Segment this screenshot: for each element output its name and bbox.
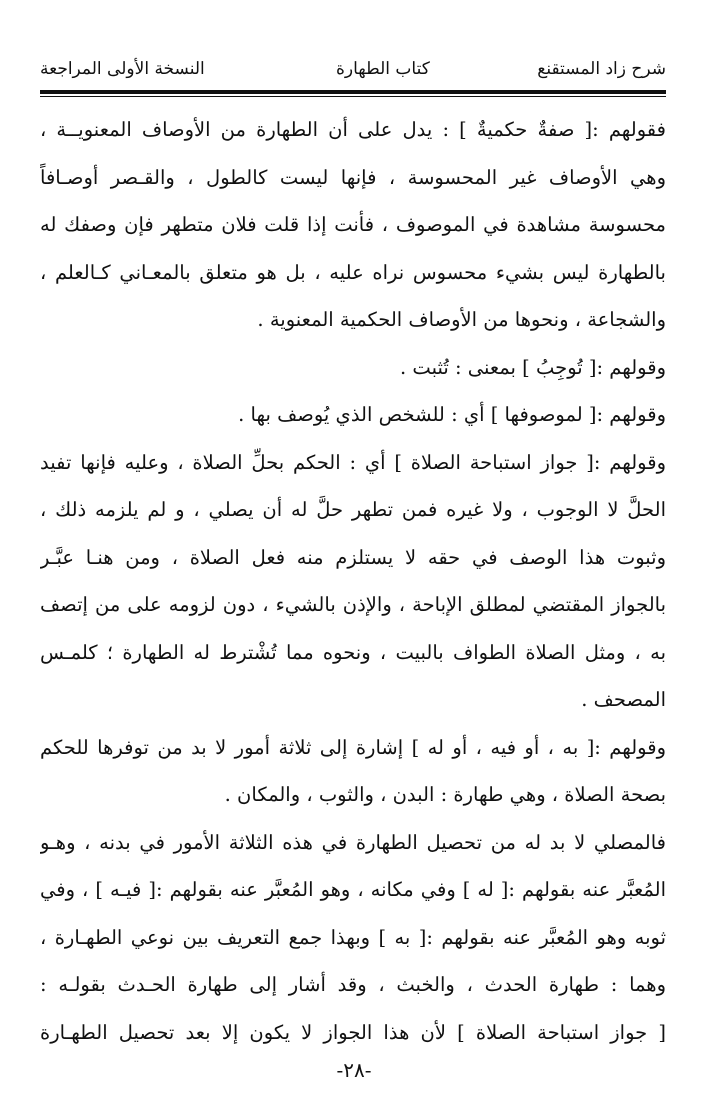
text-line: [ جواز استباحة الصلاة ] لأن هذا الجواز لا يكون إلا بعد تحصيل الطهـارة [40,1020,666,1044]
text-line: ثوبه وهو المُعبَّر عنه بقولهم :[ به ] وبهذا جمع التعريف بين نوعي الطهـارة ، [40,925,666,949]
text-line: الحلَّ لا الوجوب ، ولا غيره فمن تطهر حلَّ له أن يصلي ، و لم يلزمه ذلك ، [40,498,666,521]
header-book-title: شرح زاد المستقنع [537,59,666,79]
body-text [40,106,666,1056]
text-line: فقولهم :[ صفةٌ حكميةٌ ] : يدل على أن الطهارة من الأوصاف المعنويــة ، [40,118,666,141]
text-line: وثبوت هذا الوصف في حقه لا يستلزم منه فعل الصلاة ، ومن هنـا عبَّـر [40,545,666,569]
header-rule-thick [40,90,666,94]
text-line: وهي الأوصاف غير المحسوسة ، فإنها ليست كالطول ، والقـصر أوصـافاً [40,165,666,189]
header-rule-thin [40,96,666,97]
header-edition: النسخة الأولى المراجعة [40,59,205,79]
text-line: وهما : طهارة الحدث ، والخبث ، وقد أشار إلى طهارة الحـدث بقولـه : [40,973,666,996]
text-line: وقولهم :[ تُوجِبُ ] بمعنى : تُثبت . [400,355,666,379]
text-line: بصحة الصلاة ، وهي طهارة : البدن ، والثوب ، والمكان . [224,783,666,806]
text-line: به ، ومثل الصلاة الطواف بالبيت ، ونحوه مما تُشْترط له الطهارة ؛ كلمـس [40,640,666,664]
text-line: المصحف . [581,688,666,711]
running-header [40,52,666,86]
text-line: بالجواز المقتضي لمطلق الإباحة ، والإذن بالشيء ، دون لزومه على من إتصف [40,593,666,616]
page-number: -٢٨- [336,1058,372,1082]
header-chapter: كتاب الطهارة [336,59,430,79]
text-line: وقولهم :[ جواز استباحة الصلاة ] أي : الحكم بحلِّ الصلاة ، وعليه فإنها تفيد [40,450,666,474]
text-line: فالمصلي لا بد له من تحصيل الطهارة في هذه الثلاثة الأمور في بدنه ، وهـو [40,830,666,854]
text-line: بالطهارة ليس بشيء محسوس نراه عليه ، بل هو متعلق بالمعـاني كـالعلم ، [40,260,666,284]
text-line: وقولهم :[ لموصوفها ] أي : للشخص الذي يُوصف بها . [238,403,666,426]
text-line: وقولهم :[ به ، أو فيه ، أو له ] إشارة إلى ثلاثة أمور لا بد من توفرها للحكم [40,735,666,759]
text-line: والشجاعة ، ونحوها من الأوصاف الحكمية المعنوية . [257,308,666,331]
text-line: محسوسة مشاهدة في الموصوف ، فأنت إذا قلت فلان متطهر فإن وصفك له [40,213,666,236]
text-line: المُعبَّر عنه بقولهم :[ له ] وفي مكانه ، وهو المُعبَّر عنه بقولهم :[ فيـه ] ، وفي [40,878,666,901]
